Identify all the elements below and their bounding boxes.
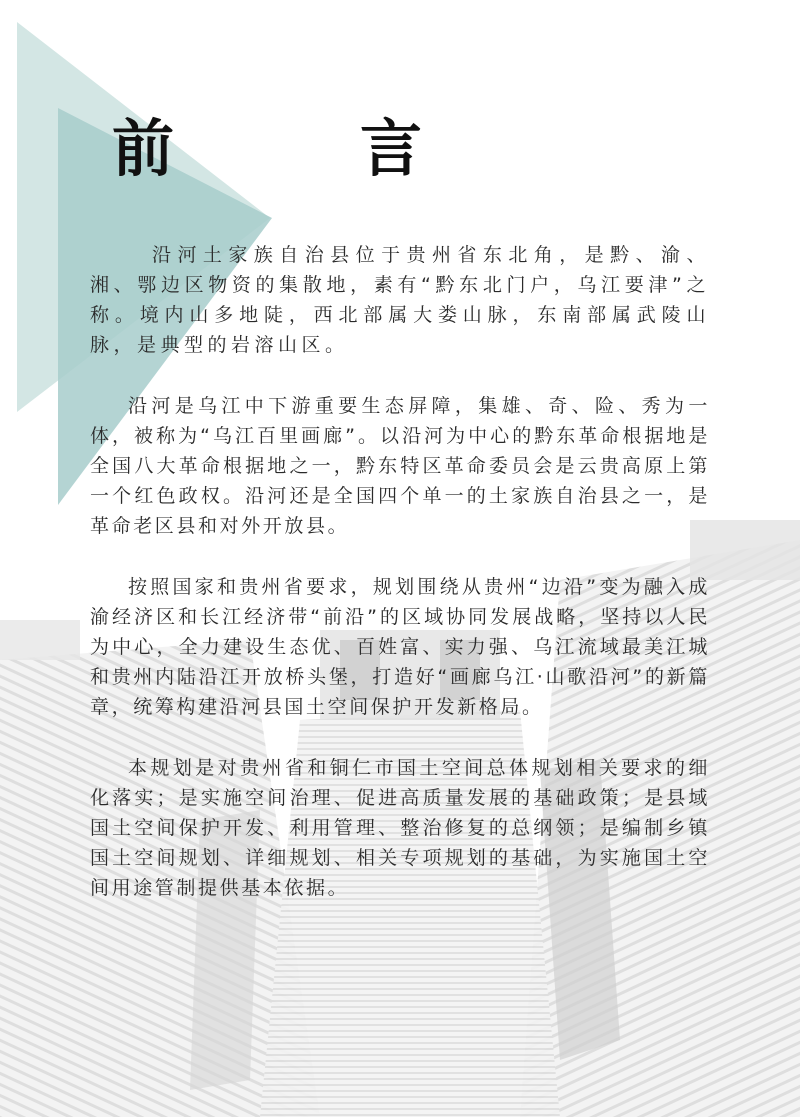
paragraph-4: 本规划是对贵州省和铜仁市国土空间总体规划相关要求的细化落实；是实施空间治理、促进高质量发展的基础政策；是县域国土空间保护开发、利用管理、整治修复的总纲领；是编制乡镇国土空间规划、详细规划、相关专项规划的基础，为实施国土空间用途管制提供基本依据。: [90, 757, 710, 899]
paragraph-1: 沿河土家族自治县位于贵州省东北角，是黔、渝、湘、鄂边区物资的集散地，素有“黔东北门户，乌江要津”之称。境内山多地陡，西北部属大娄山脉，东南部属武陵山脉，是典型的岩溶山区。: [90, 244, 710, 356]
paragraph-2: 沿河是乌江中下游重要生态屏障，集雄、奇、险、秀为一体，被称为“乌江百里画廊”。以沿河为中心的黔东革命根据地是全国八大革命根据地之一，黔东特区革命委员会是云贵高原上第一个红色政权。沿河还是全国四个单一的土家族自治县之一，是革命老区县和对外开放县。: [90, 395, 710, 537]
body-text: [90, 240, 710, 934]
paragraph-3: 按照国家和贵州省要求，规划围绕从贵州“边沿”变为融入成渝经济区和长江经济带“前沿”的区域协同发展战略，坚持以人民为中心，全力建设生态优、百姓富、实力强、乌江流域最美江城和贵州内陆沿江开放桥头堡，打造好“画廊乌江·山歌沿河”的新篇章，统筹构建沿河县国土空间保护开发新格局。: [90, 576, 710, 718]
page-title: 前 言: [112, 112, 485, 185]
